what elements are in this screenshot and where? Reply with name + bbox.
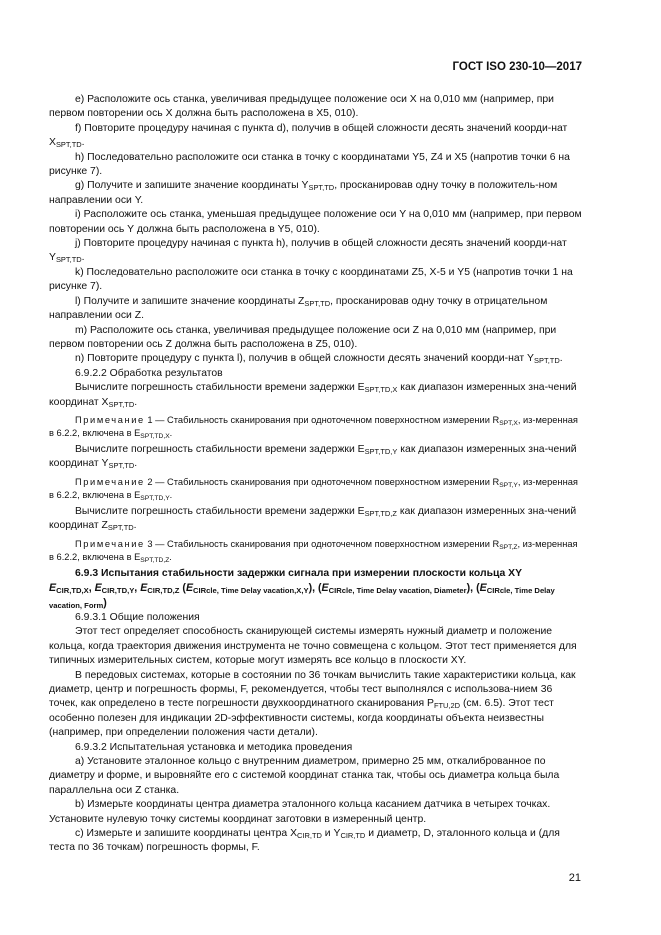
document-id: ГОСТ ISO 230-10—2017 (452, 61, 582, 73)
general-para-1: Этот тест определяет способность сканирующей системы измерять нужный диаметр и положение кольца, когда траектория движения инструмента не точно совмещена с кольцом. Этот тест применяется для типичных измерительных систем, которые могут измерять все кольцо в плоскости XY. (49, 626, 577, 667)
setup-step-b: b) Измерьте координаты центра диаметра эталонного кольца касанием датчика в четырех точках. Установите нулевую точку системы координат заготовки в измеренный центр. (49, 799, 551, 825)
step-f: f) Повторите процедуру начиная с пункта d), получив в общей сложности десять значений коорди-нат $X_{SPT,TD}$. (49, 122, 568, 150)
page-number: 21 (568, 872, 581, 884)
step-e: e) Расположите ось станка, увеличивая предыдущее положение оси X на 0,010 мм (например, при первом повторении ось X должна быть расположена в X5, 010). (49, 94, 554, 120)
calc-x: Вычислите погрешность стабильности времени задержки $E_{SPT,TD,X}$ как диапазон измеренных зна-чений координат $X_{SPT,TD}$. (49, 382, 577, 409)
section-heading-6-9-2-2: 6.9.2.2 Обработка результатов (75, 367, 223, 379)
step-k: k) Последовательно расположите оси станка в точку с координатами Z5, X-5 и Y5 (напротив точки 1 на рисунке 7). (49, 266, 573, 293)
section-heading-6-9-3-2: 6.9.3.2 Испытательная установка и методика проведения (75, 741, 353, 753)
step-n: n) Повторите процедуру с пункта l), получив в общей сложности десять значений коорди-нат $Y_{SPT,TD}$. (75, 353, 563, 366)
general-para-2: В передовых системах, которые в состоянии по 36 точкам вычислить такие характеристики кольца, как диаметр, центр и погрешность формы, F, рекомендуется, чтобы тест выполнялся с использова-нием 36 точек, как определено в тесте погрешности двухкоординатного сканирования $P_{FTU,2D}$ (см. 6.5). Этот тест особенно полезен для индикации 2D-эффективности системы, когда координаты объекта неизвестны (например, при определении положения части детали). (49, 669, 576, 739)
step-i: i) Расположите ось станка, уменьшая предыдущее положение оси Y на 0,010 мм (например, при первом повторении ось Y должна быть расположена в Y5, 010). (49, 209, 582, 235)
setup-step-c: c) Измерьте и запишите координаты центра $X_{CIR,TD}$ и $Y_{CIR,TD}$ и диаметр, D, эталонного кольца и (для теста по 36 точкам) погрешность формы, F. (49, 828, 560, 854)
section-symbols: $E_{CIR,TD,X}$, $E_{CIR,TD,Y}$, $E_{CIR,TD,Z}$ $(E_{CIRcle, Time Delay vacation,X,Y})$, $(E_{CIRcle, Time Delay vacation, Diameter})$, $(E_{CIRcle, Time Delay vacation, Form})$ (49, 581, 555, 611)
document-body (49, 93, 582, 856)
document-header (453, 61, 582, 73)
note-2: Примечание 2 — Стабильность сканирования при одноточечном поверхностном измерении $R_{SPT,Y}$, из-меренная в 6.2.2, включена в $E_{SPT,TD,Y}$. (49, 476, 578, 502)
section-heading-6-9-3-1: 6.9.3.1 Общие положения (75, 611, 200, 623)
step-g: g) Получите и запишите значение координаты $Y_{SPT,TD}$, просканировав одну точку в положитель-ном направлении оси Y. (49, 180, 558, 206)
calc-z: Вычислите погрешность стабильности времени задержки $E_{SPT,TD,Z}$ как диапазон измеренных зна-чений координат $Z_{SPT,TD}$. (49, 505, 577, 533)
note-1: Примечание 1 — Стабильность сканирования при одноточечном поверхностном измерении $R_{SPT,X}$, из-меренная в 6.2.2, включена в $E_{SPT,TD,X}$. (49, 414, 578, 440)
calc-y: Вычислите погрешность стабильности времени задержки $E_{SPT,TD,Y}$ как диапазон измеренных зна-чений координат $Y_{SPT,TD}$. (49, 443, 577, 471)
step-j: j) Повторите процедуру начиная с пункта h), получив в общей сложности десять значений коорди-нат $Y_{SPT,TD}$. (49, 238, 567, 265)
step-h: h) Последовательно расположите оси станка в точку с координатами Y5, Z4 и X5 (напротив точки 6 на рисунке 7). (49, 151, 570, 178)
section-heading-6-9-3: 6.9.3 Испытания стабильности задержки сигнала при измерении плоскости кольца XY (75, 567, 523, 579)
step-m: m) Расположите ось станка, увеличивая предыдущее положение оси Z на 0,010 мм (например, при первом повторении ось Z должна быть расположена в Z5, 010). (49, 324, 557, 350)
step-l: l) Получите и запишите значение координаты $Z_{SPT,TD}$, просканировав одну точку в отрицательном направлении оси Z. (49, 295, 548, 322)
note-3: Примечание 3 — Стабильность сканирования при одноточечном поверхностном измерении $R_{SPT,Z}$, из-меренная в 6.2.2, включена в $E_{SPT,TD,Z}$. (49, 538, 578, 564)
setup-step-a: a) Установите эталонное кольцо с внутренним диаметром, примерно 25 мм, откалиброванное по диаметру и форме, и выровняйте его с системой координат станка так, чтобы ось диаметра кольца была параллельна оси Z станка. (49, 756, 560, 796)
